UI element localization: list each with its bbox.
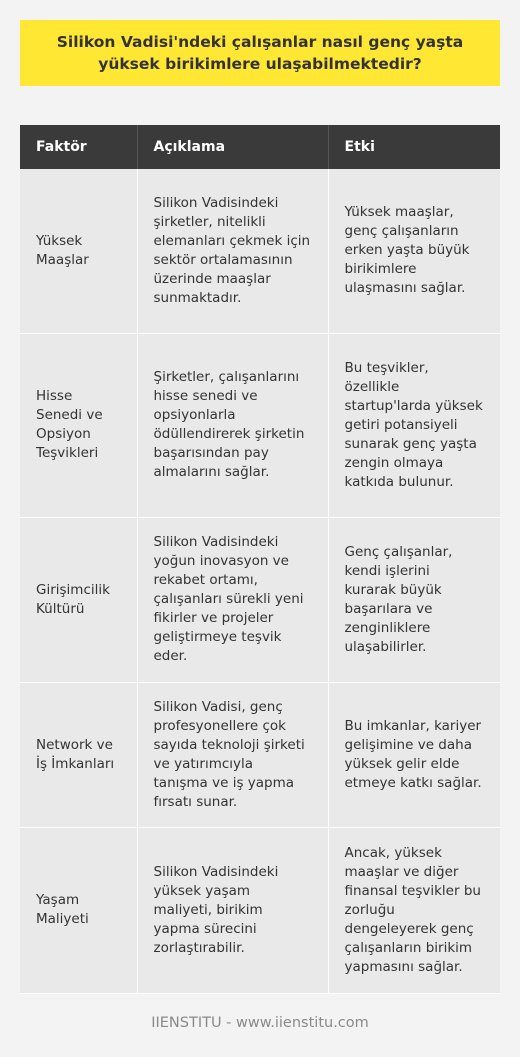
title-banner	[20, 20, 500, 86]
cell-effect: Yüksek maaşlar, genç çalışanların erken yaşta büyük birikimlere ulaşmasını sağlar.	[328, 169, 500, 333]
table-row	[20, 827, 500, 993]
cell-effect: Ancak, yüksek maaşlar ve diğer finansal teşvikler bu zorluğu dengeleyerek genç çalışanların birikim yapmasını sağlar.	[328, 827, 500, 993]
table-row	[20, 517, 500, 682]
table-header-row	[20, 125, 500, 169]
cell-factor: Yaşam Maliyeti	[20, 827, 137, 993]
cell-factor: Hisse Senedi ve Opsiyon Teşvikleri	[20, 333, 137, 517]
cell-effect: Bu teşvikler, özellikle startup'larda yüksek getiri potansiyeli sunarak genç yaşta zengin olmaya katkıda bulunur.	[328, 333, 500, 517]
header-factor: Faktör	[20, 125, 137, 169]
cell-effect: Genç çalışanlar, kendi işlerini kurarak büyük başarılara ve zenginliklere ulaşabilirler.	[328, 517, 500, 682]
cell-description: Şirketler, çalışanlarını hisse senedi ve opsiyonlarla ödüllendirerek şirketin başarısından pay almalarını sağlar.	[137, 333, 328, 517]
cell-description: Silikon Vadisindeki yüksek yaşam maliyeti, birikim yapma sürecini zorlaştırabilir.	[137, 827, 328, 993]
cell-effect: Bu imkanlar, kariyer gelişimine ve daha yüksek gelir elde etmeye katkı sağlar.	[328, 682, 500, 827]
header-effect: Etki	[328, 125, 500, 169]
cell-factor: Network ve İş İmkanları	[20, 682, 137, 827]
cell-factor: Yüksek Maaşlar	[20, 169, 137, 333]
table-row	[20, 169, 500, 333]
cell-description: Silikon Vadisindeki şirketler, nitelikli elemanları çekmek için sektör ortalamasının üzerinde maaşlar sunmaktadır.	[137, 169, 328, 333]
footer-credit: IIENSTITU - www.iienstitu.com	[151, 1015, 369, 1031]
page-title: Silikon Vadisi'ndeki çalışanlar nasıl genç yaşta yüksek birikimlere ulaşabilmektedir?	[56, 33, 464, 73]
cell-factor: Girişimcilik Kültürü	[20, 517, 137, 682]
info-table	[20, 125, 500, 994]
cell-description: Silikon Vadisindeki yoğun inovasyon ve rekabet ortamı, çalışanları sürekli yeni fikirler ve projeler geliştirmeye teşvik eder.	[137, 517, 328, 682]
cell-description: Silikon Vadisi, genç profesyonellere çok sayıda teknoloji şirketi ve yatırımcıyla tanışma ve iş yapma fırsatı sunar.	[137, 682, 328, 827]
table-row	[20, 682, 500, 827]
table-row	[20, 333, 500, 517]
header-description: Açıklama	[137, 125, 328, 169]
